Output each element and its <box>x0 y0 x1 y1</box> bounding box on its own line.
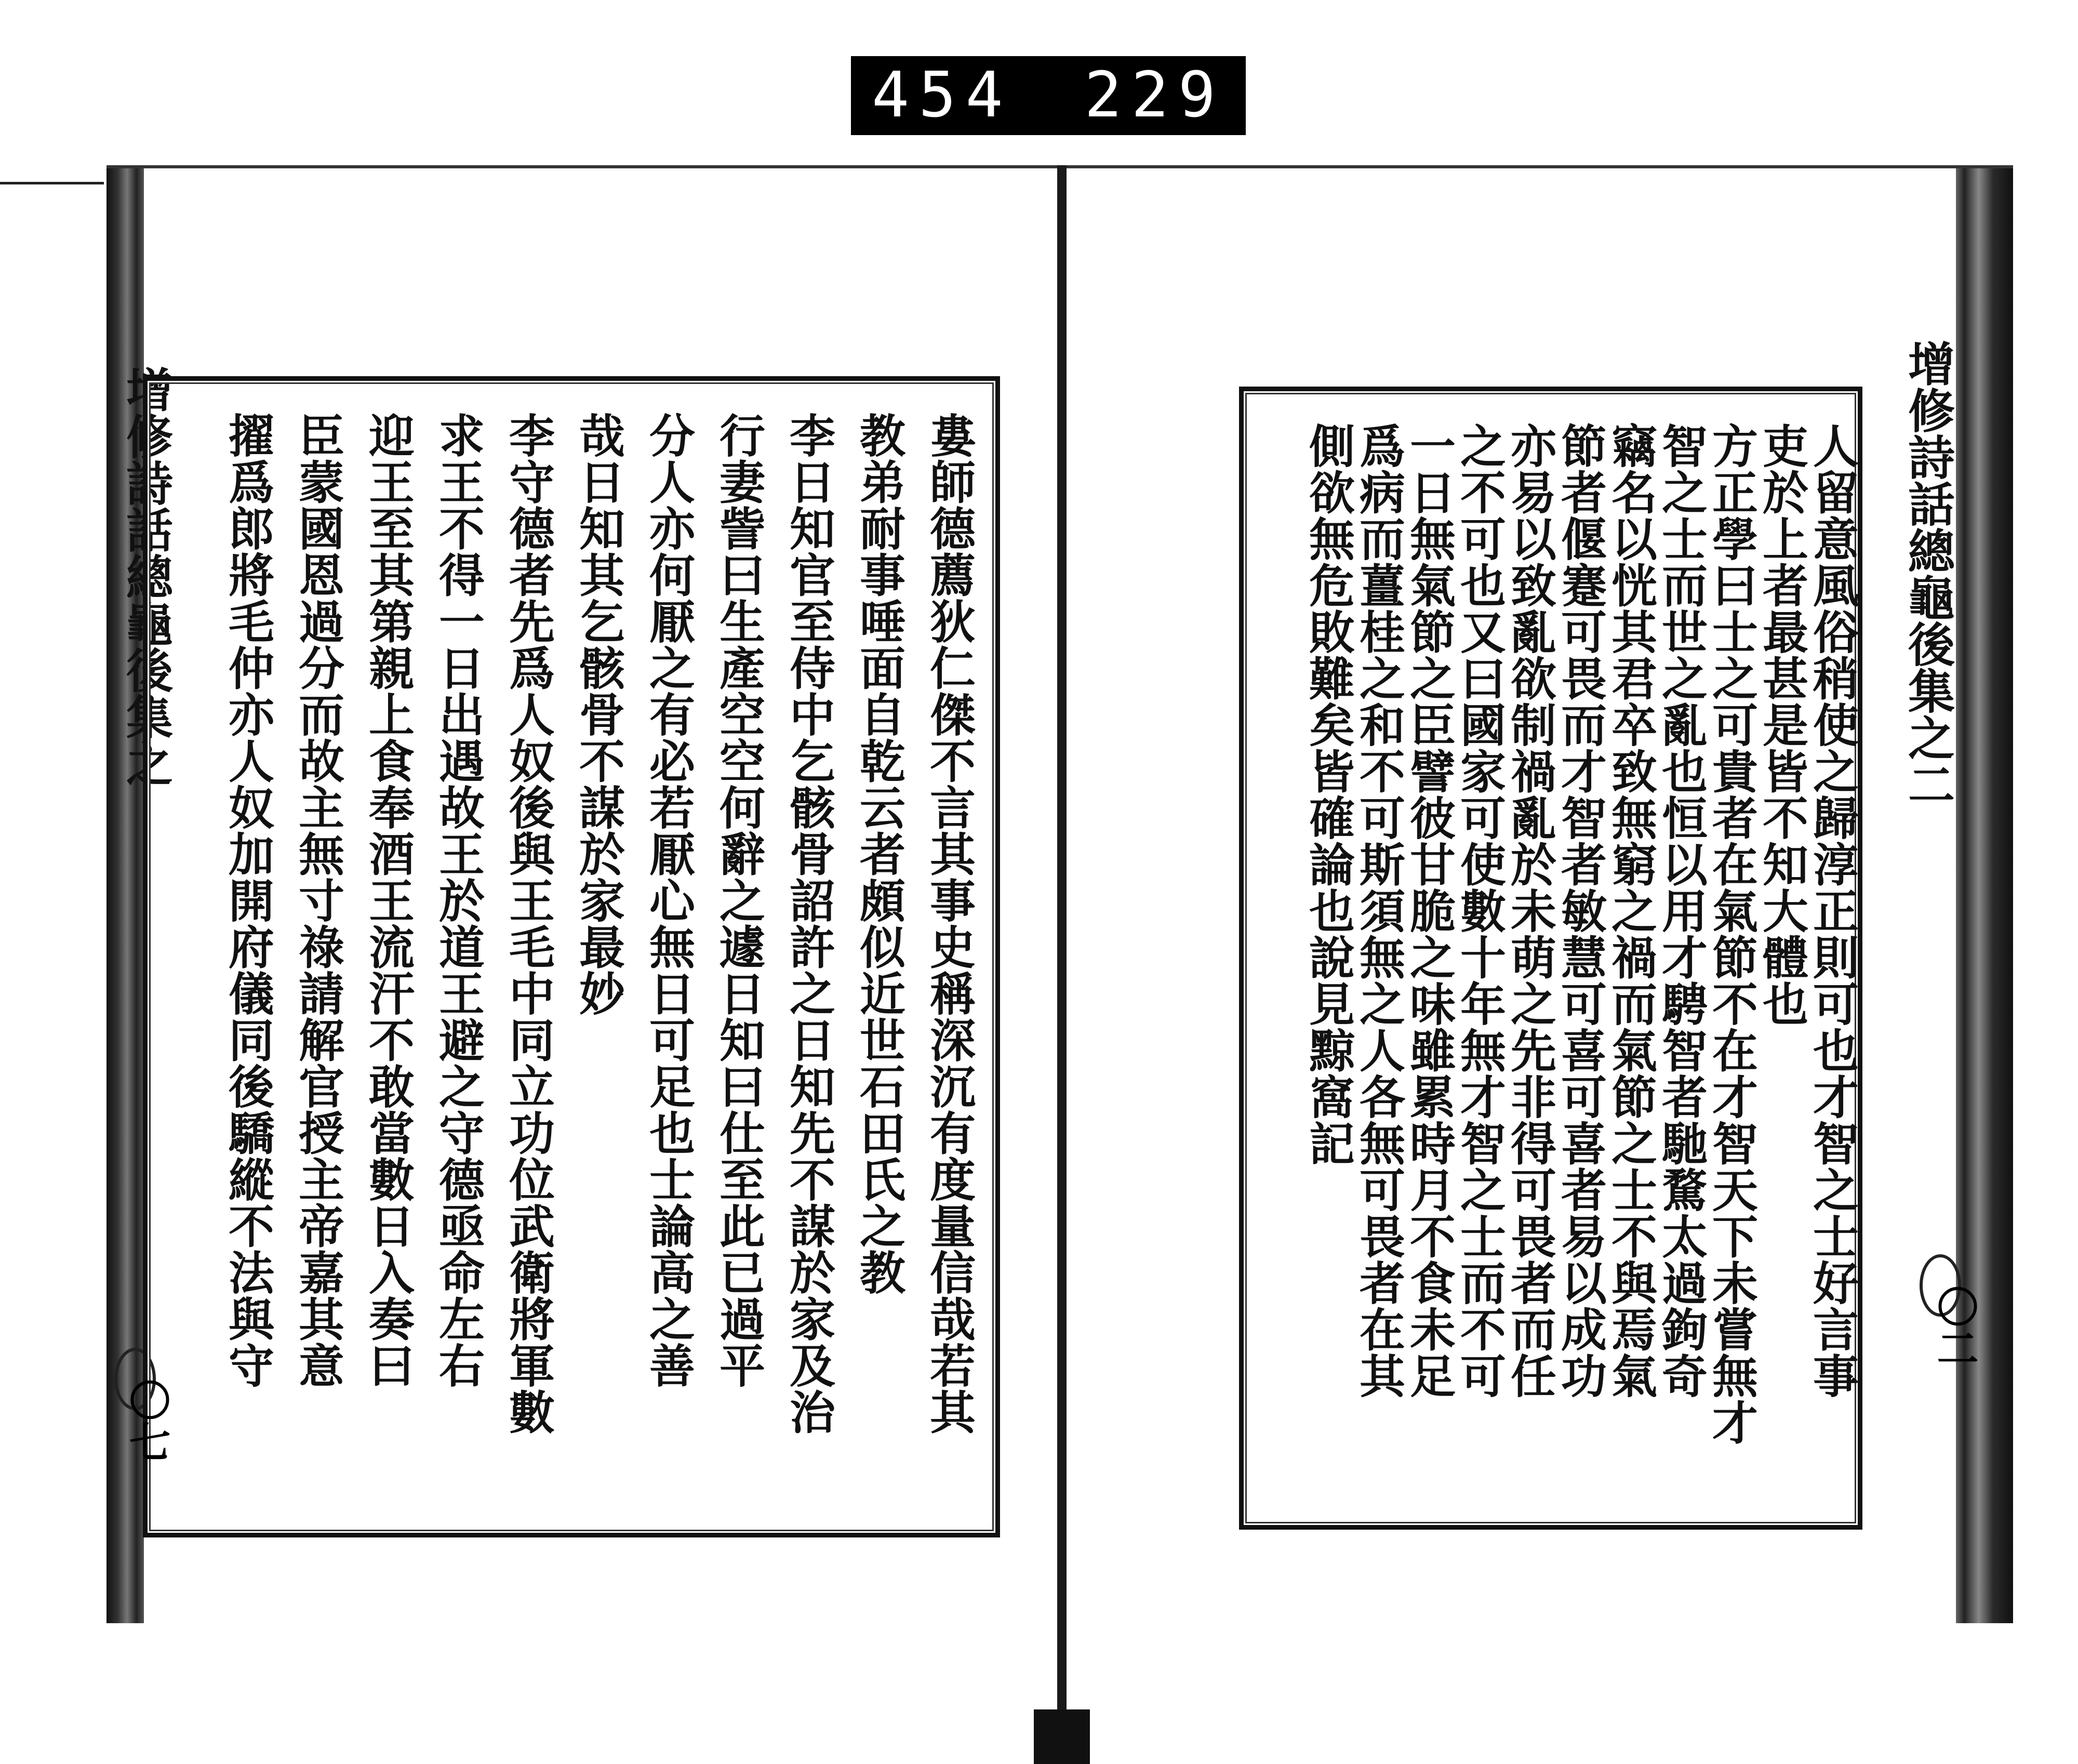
right-page-text-frame <box>1239 387 1862 1530</box>
text-column: 臣蒙國恩過分而故主無寸祿請解官授主帝嘉其意 <box>291 412 345 1389</box>
archive-number-left: 454 <box>872 59 1013 131</box>
text-column: 人留意風俗稍使之歸淳正則可也才智之士好言事 <box>1806 422 1860 1399</box>
text-column: 求王不得一日出遇故王於道王避之守德亟命左右 <box>432 412 486 1389</box>
left-page-header: 增修詩話總龜後集之 <box>118 366 173 787</box>
left-page-text-frame <box>143 376 1000 1537</box>
scan-edge-line <box>0 182 104 184</box>
text-column: 方正學曰士之可貴者在氣節不在才智天下未嘗無才 <box>1705 422 1759 1445</box>
text-column: 爲病而薑桂之和不可斯須無之人各無可畏者在其 <box>1352 422 1406 1399</box>
text-column: 迎王至其第親上食奉酒王流汗不敢當數日入奏曰 <box>362 412 416 1389</box>
text-column: 婁師德薦狄仁傑不言其事史稱深沉有度量信哉若其 <box>923 412 977 1435</box>
text-column: 擢爲郎將毛仲亦人奴加開府儀同後驕縱不法與守 <box>221 412 275 1389</box>
text-column: 教弟耐事唾面自乾云者頗似近世石田氏之教 <box>852 412 907 1296</box>
text-column: 節者偃蹇可畏而才智者敏慧可喜可喜者易以成功 <box>1554 422 1608 1399</box>
left-page-folio: 〇七 <box>122 1379 171 1462</box>
text-column: 之不可也又曰國家可使數十年無才智之士而不可 <box>1453 422 1507 1399</box>
right-page-edge <box>1956 168 2013 1623</box>
text-column: 一日無氣節之臣譬彼甘脆之味雖累時月不食未足 <box>1403 422 1457 1399</box>
text-column: 分人亦何厭之有必若厭心無日可足也士論高之善 <box>642 412 696 1389</box>
archive-number-right: 229 <box>1084 59 1225 131</box>
right-page-folio: 〇二 <box>1930 1285 1979 1369</box>
text-column: 吏於上者最甚是皆不知大體也 <box>1755 422 1809 1027</box>
gutter-clamp <box>1034 1709 1090 1764</box>
right-page <box>1068 168 2013 1623</box>
text-column: 側欲無危敗難矣皆確論也說見黥窩記 <box>1302 422 1356 1166</box>
left-page <box>106 168 1062 1623</box>
right-page-header: 增修詩話總龜後集之二 <box>1900 340 1955 807</box>
book-gutter <box>1057 165 1067 1764</box>
text-column: 李日知官至侍中乞骸骨詔許之日知先不謀於家及治 <box>782 412 836 1435</box>
archive-number-label <box>851 56 1246 135</box>
text-column: 智之士而世之亂也恒以用才騁智者馳騖太過鉤奇 <box>1655 422 1709 1399</box>
text-column: 行妻訾曰生產空空何辭之遽日知曰仕至此已過平 <box>712 412 766 1389</box>
text-column: 亦易以致亂欲制禍亂於未萌之先非得可畏者而任 <box>1503 422 1557 1399</box>
text-column: 李守德者先爲人奴後與王毛中同立功位武衛將軍數 <box>502 412 556 1435</box>
text-column: 哉日知其乞骸骨不謀於家最妙 <box>572 412 626 1017</box>
text-column: 竊名以恍其君卒致無窮之禍而氣節之士不與焉氣 <box>1604 422 1658 1399</box>
